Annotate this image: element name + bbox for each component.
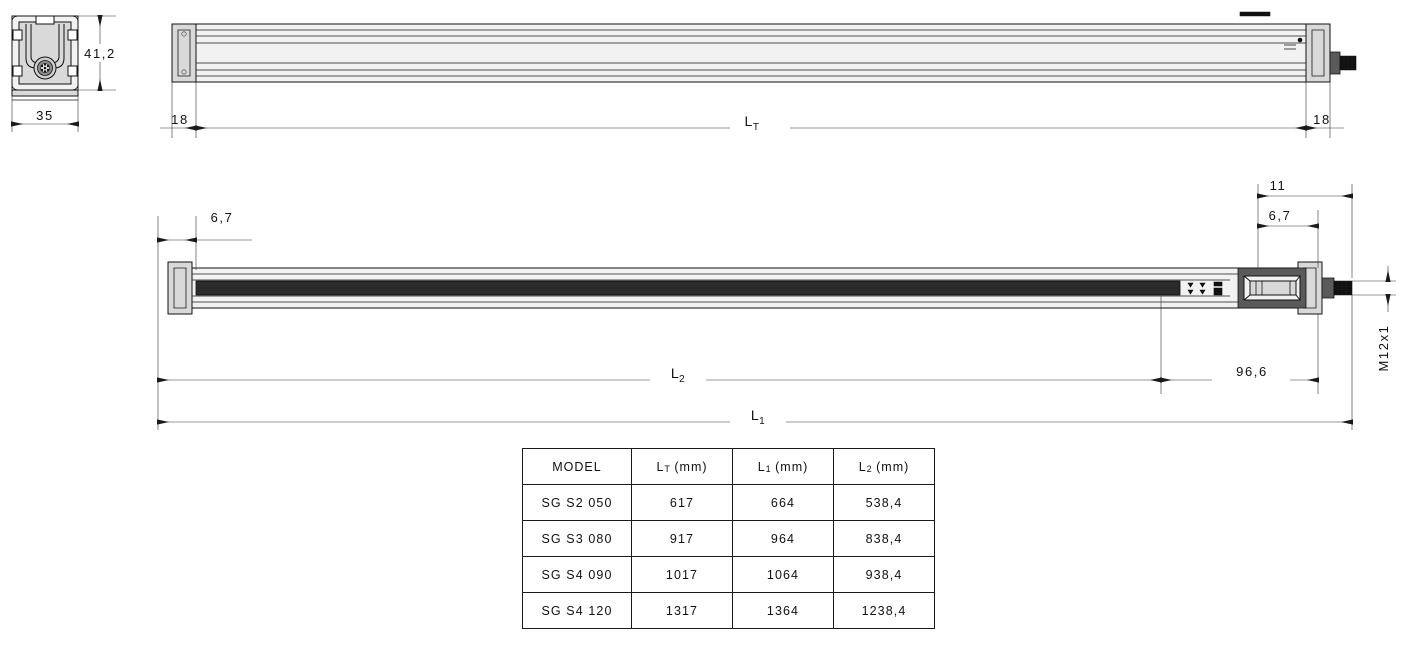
table-header-lt: LT (mm) — [632, 449, 733, 485]
dim-m12x1 — [1352, 266, 1396, 372]
dim-6-7-left — [158, 210, 252, 270]
dim-35 — [12, 96, 78, 132]
table-header-l1: L1 (mm) — [733, 449, 834, 485]
table-header-row — [523, 449, 935, 485]
dim-label-18-left: 18 — [171, 112, 189, 127]
cell-l1: 1364 — [733, 593, 834, 629]
table-header-model: MODEL — [523, 449, 632, 485]
dim-41-2 — [78, 16, 116, 90]
dim-label-18-right: 18 — [1313, 112, 1331, 127]
cell-l1: 964 — [733, 521, 834, 557]
cell-lt: 1317 — [632, 593, 733, 629]
dim-label-41-2: 41,2 — [84, 46, 116, 61]
table-row — [523, 557, 935, 593]
cell-lt: 917 — [632, 521, 733, 557]
dim-front-row — [160, 82, 1344, 138]
cross-section-view — [12, 16, 78, 100]
cell-l2: 838,4 — [834, 521, 935, 557]
side-elevation-view — [168, 262, 1352, 314]
cell-lt: 1017 — [632, 557, 733, 593]
cell-l2: 1238,4 — [834, 593, 935, 629]
connector-module — [1238, 268, 1306, 308]
cell-model: SG S4 120 — [523, 593, 632, 629]
dim-l1-row — [158, 295, 1352, 430]
dim-label-lt: $L_T$ — [744, 113, 760, 133]
cell-l2: 938,4 — [834, 557, 935, 593]
table-row — [523, 485, 935, 521]
dim-label-96-6: 96,6 — [1236, 364, 1268, 379]
cell-l2: 538,4 — [834, 485, 935, 521]
cell-l1: 664 — [733, 485, 834, 521]
table-header-l2: L2 (mm) — [834, 449, 935, 485]
dim-6-7-right — [1258, 208, 1318, 268]
dim-label-11: 11 — [1269, 178, 1287, 193]
dim-label-m12x1: M12x1 — [1376, 324, 1391, 372]
cell-model: SG S3 080 — [523, 521, 632, 557]
dim-label-35: 35 — [36, 108, 54, 123]
dim-label-l2: $L_2$ — [670, 365, 686, 385]
cell-l1: 1064 — [733, 557, 834, 593]
cell-lt: 617 — [632, 485, 733, 521]
dim-label-l1: $L_1$ — [750, 407, 766, 427]
model-dimensions-table — [522, 448, 935, 629]
table-row — [523, 521, 935, 557]
front-elevation-view — [172, 12, 1356, 82]
dim-label-6-7-right: 6,7 — [1268, 208, 1292, 223]
table-row — [523, 593, 935, 629]
dim-label-6-7-left: 6,7 — [210, 210, 234, 225]
cell-model: SG S2 050 — [523, 485, 632, 521]
cell-model: SG S4 090 — [523, 557, 632, 593]
